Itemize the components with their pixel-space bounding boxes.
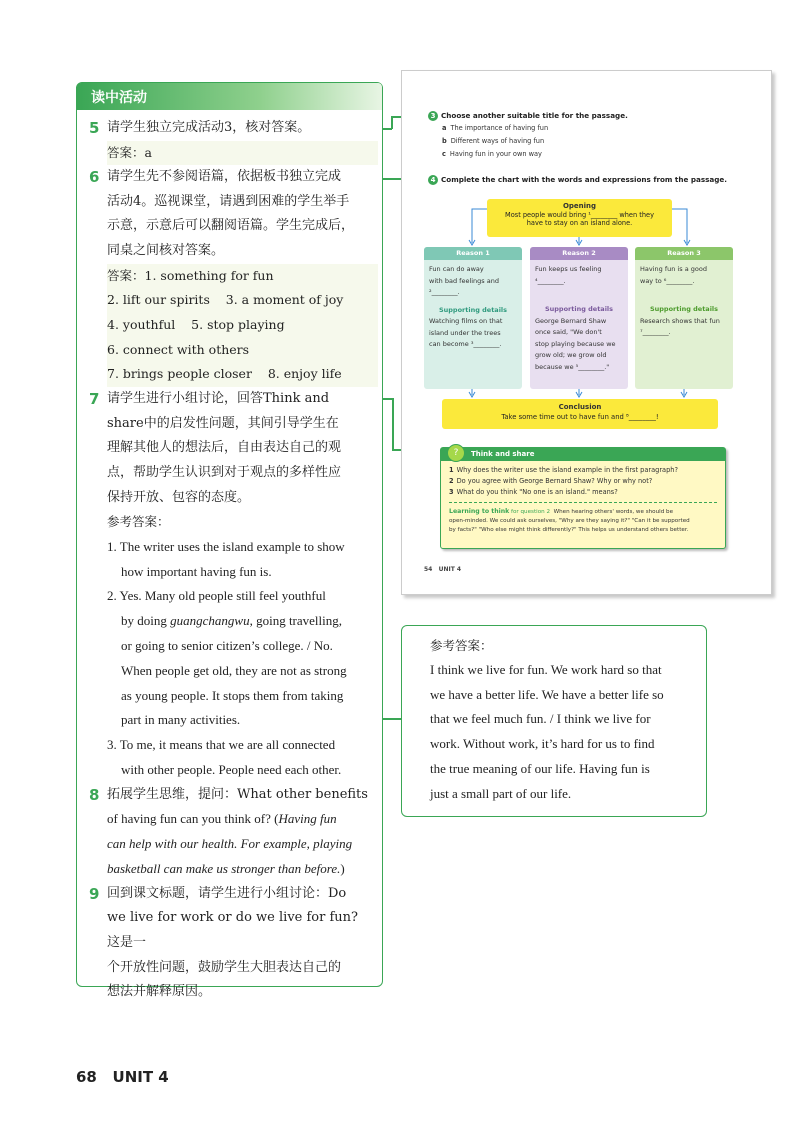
answer-line: 答案：a — [107, 144, 152, 160]
text-run: , going travelling, — [249, 613, 343, 629]
step-text-line: 点，帮助学生认识到对于观点的多样性应 — [107, 464, 342, 480]
supporting-details-title: Supporting details — [649, 305, 719, 313]
think-question — [441, 476, 725, 487]
text-run: ) — [340, 861, 345, 877]
italic-text: basketball can make us stronger than before. — [107, 861, 341, 877]
reason-3-box — [635, 247, 733, 389]
teaching-notes-panel — [76, 82, 383, 1000]
step-text-line: 保持开放、包容的态度。 — [107, 489, 251, 505]
reason-text: way to ⁶________. — [640, 276, 695, 285]
italic-text: Having fun — [278, 811, 337, 827]
supporting-text: island under the trees — [429, 328, 501, 337]
reason-2-box — [530, 247, 628, 389]
reason-1-box — [424, 247, 522, 389]
question-text: What do you think "No one is an island." means? — [456, 488, 618, 496]
think-question — [441, 487, 725, 498]
answer-text: 2. Yes. Many old people still feel youthful — [107, 588, 326, 604]
reason-title: Reason 3 — [635, 247, 733, 260]
connector-line — [383, 718, 402, 720]
step-text-line: 理解其他人的想法后，自由表达自己的观 — [107, 440, 342, 456]
question-text: Why does the writer use the island example in the first paragraph? — [456, 466, 678, 474]
option-key: a — [442, 124, 447, 132]
step-text-line: 活动4。巡视课堂，请遇到困难的学生举手 — [107, 193, 350, 209]
supporting-details-title: Supporting details — [544, 305, 614, 313]
answer-item-1 — [107, 535, 374, 585]
opening-text: Most people would bring ¹________ when they — [505, 211, 654, 219]
step-text-line: 拓展学生思维，提问：What other benefits — [107, 786, 368, 802]
answer-text — [107, 609, 374, 634]
reference-answer-line: just a small part of our life. — [430, 785, 572, 801]
step-5 — [89, 116, 374, 165]
connector-line — [391, 116, 393, 129]
reason-text: ²________. — [429, 288, 460, 296]
option-key: c — [442, 150, 446, 158]
step-6 — [89, 165, 374, 387]
reason-text: Fun can do away — [429, 265, 484, 273]
supporting-text: grow old; we grow old — [535, 351, 607, 359]
supporting-text: Research shows that fun — [640, 316, 720, 325]
reason-text: ⁴________. — [535, 276, 566, 285]
reason-text: Having fun is a good — [640, 265, 707, 273]
answer-line: 2. lift our spirits 3. a moment of joy — [107, 292, 344, 308]
ltt-text: When hearing others' words, we should be — [553, 509, 674, 515]
option-text: Having fun in your own way — [449, 150, 542, 158]
reference-answer-line: the true meaning of our life. Having fun is — [430, 760, 650, 776]
textbook-page — [401, 70, 772, 595]
ltt-for: for question 2 — [509, 509, 551, 515]
step-text-line: 个开放性问题，鼓励学生大胆表达自己的 — [107, 959, 342, 975]
question-text: Complete the chart with the words and expressions from the passage. — [441, 175, 728, 184]
step-text-line — [107, 807, 374, 832]
opening-title: Opening — [562, 202, 597, 210]
text-run: by doing — [121, 613, 171, 629]
answer-text: 3. To me, it means that we are all connected — [107, 737, 336, 753]
chart-conclusion — [442, 399, 718, 429]
answer-block — [107, 264, 378, 388]
ltt-text: by facts?" "Who else might think differently?" This helps us understand others better. — [449, 527, 689, 533]
textbook-page-number: 54 UNIT 4 — [424, 566, 462, 573]
supporting-text: Watching films on that — [429, 317, 503, 325]
option-text: Different ways of having fun — [450, 137, 545, 145]
page-number-footer: 68 UNIT 4 — [76, 1068, 169, 1086]
question-badge: 4 — [428, 175, 438, 185]
supporting-text: George Bernard Shaw — [535, 316, 607, 325]
answer-text: with other people. People need each other. — [121, 762, 342, 778]
step-number: 7 — [89, 390, 100, 409]
step-text-line — [107, 857, 374, 882]
answer-text: part in many activities. — [121, 712, 241, 728]
step-text: 请学生独立完成活动3，核对答案。 — [107, 120, 311, 135]
reason-text: Fun keeps us feeling — [535, 265, 602, 273]
reference-answer-line: I think we live for fun. We work hard so that — [430, 662, 662, 677]
reference-answer-line: that we feel much fun. / I think we live for — [430, 711, 651, 727]
step-text-line: 请学生进行小组讨论，回答Think and — [107, 391, 330, 407]
opening-text: have to stay on an island alone. — [526, 219, 633, 227]
question-text: Do you agree with George Bernard Shaw? Why or why not? — [456, 477, 653, 485]
supporting-text: ⁷________. — [640, 328, 671, 336]
conclusion-text: Take some time out to have fun and ⁸________! — [501, 413, 659, 421]
answer-line: 答案：1. something for fun — [107, 267, 274, 283]
question-number: 2 — [449, 477, 454, 485]
conclusion-title: Conclusion — [558, 403, 602, 411]
ltt-key: Learning to think — [449, 508, 510, 515]
answer-text: as young people. It stops them from taking — [121, 687, 344, 703]
supporting-text: stop playing because we — [535, 339, 616, 348]
panel-header: 读中活动 — [77, 83, 382, 110]
answer-line: 7. brings people closer 8. enjoy life — [107, 366, 342, 382]
supporting-text: can become ³________. — [429, 340, 502, 348]
step-text-line: 请学生先不参阅语篇，依据板书独立完成 — [107, 169, 342, 185]
step-number: 8 — [89, 785, 100, 804]
option-key: b — [442, 137, 447, 145]
text-run: of having fun can you think of? ( — [107, 811, 279, 827]
step-9 — [89, 882, 374, 1005]
chart-opening — [487, 199, 672, 237]
answer-text: or going to senior citizen’s college. / No. — [121, 638, 333, 654]
supporting-details-title: Supporting details — [438, 305, 508, 314]
answer-line: 6. connect with others — [107, 341, 250, 357]
reason-title: Reason 2 — [530, 247, 628, 260]
question-badge: 3 — [428, 111, 438, 121]
step-number: 9 — [89, 884, 100, 903]
step-text-line: 想法并解释原因。 — [107, 984, 212, 1000]
answer-item-3 — [107, 733, 374, 783]
reference-answer-label: 参考答案： — [430, 638, 493, 653]
step-text-line: 同桌之间核对答案。 — [107, 243, 225, 259]
step-8 — [89, 783, 374, 882]
think-share-title: Think and share — [441, 448, 725, 461]
connector-line — [392, 398, 394, 450]
learning-to-think-line — [441, 507, 725, 517]
reference-answer-box — [401, 625, 707, 817]
step-number: 6 — [89, 168, 100, 187]
step-text-line: share中的启发性问题，其间引导学生在 — [107, 415, 339, 431]
ltt-text: open-minded. We could ask ourselves, "Why are they saying it?" "Can it be supported — [449, 518, 690, 524]
reference-answer-line: work. Without work, it’s hard for us to find — [430, 736, 655, 752]
question-number: 3 — [449, 488, 454, 496]
question-text: Choose another suitable title for the passage. — [441, 111, 628, 120]
step-number: 5 — [89, 119, 100, 137]
step-text-line: 回到课文标题，请学生进行小组讨论：Do — [107, 885, 347, 901]
answer-text: how important having fun is. — [121, 563, 272, 579]
think-question — [441, 465, 725, 476]
step-text-line: 示意，示意后可以翻阅语篇。学生完成后， — [107, 218, 355, 234]
reason-title: Reason 1 — [424, 247, 522, 260]
step-7 — [89, 387, 374, 783]
italic-text: can help with our health. For example, playing — [107, 836, 353, 852]
think-and-share-box — [440, 447, 726, 549]
answer-item-2 — [107, 584, 374, 733]
italic-term: guangchangwu — [170, 613, 250, 629]
option-text: The importance of having fun — [450, 124, 549, 132]
supporting-text: because we ⁵________." — [535, 362, 610, 371]
supporting-text: once said, "We don't — [535, 328, 602, 336]
reason-text: with bad feelings and — [429, 276, 499, 285]
reference-answer-line: we have a better life. We have a better life so — [430, 686, 664, 702]
question-number: 1 — [449, 466, 454, 474]
answer-line: 4. youthful 5. stop playing — [107, 317, 285, 333]
step-text-line: we live for work or do we live for fun? 这是一 — [107, 910, 359, 950]
divider — [449, 502, 717, 503]
answer-text: When people get old, they are not as strong — [121, 662, 347, 678]
reference-answer-label: 参考答案： — [107, 514, 170, 530]
answer-text: 1. The writer uses the island example to show — [107, 538, 345, 554]
think-share-icon: ? — [447, 444, 465, 462]
